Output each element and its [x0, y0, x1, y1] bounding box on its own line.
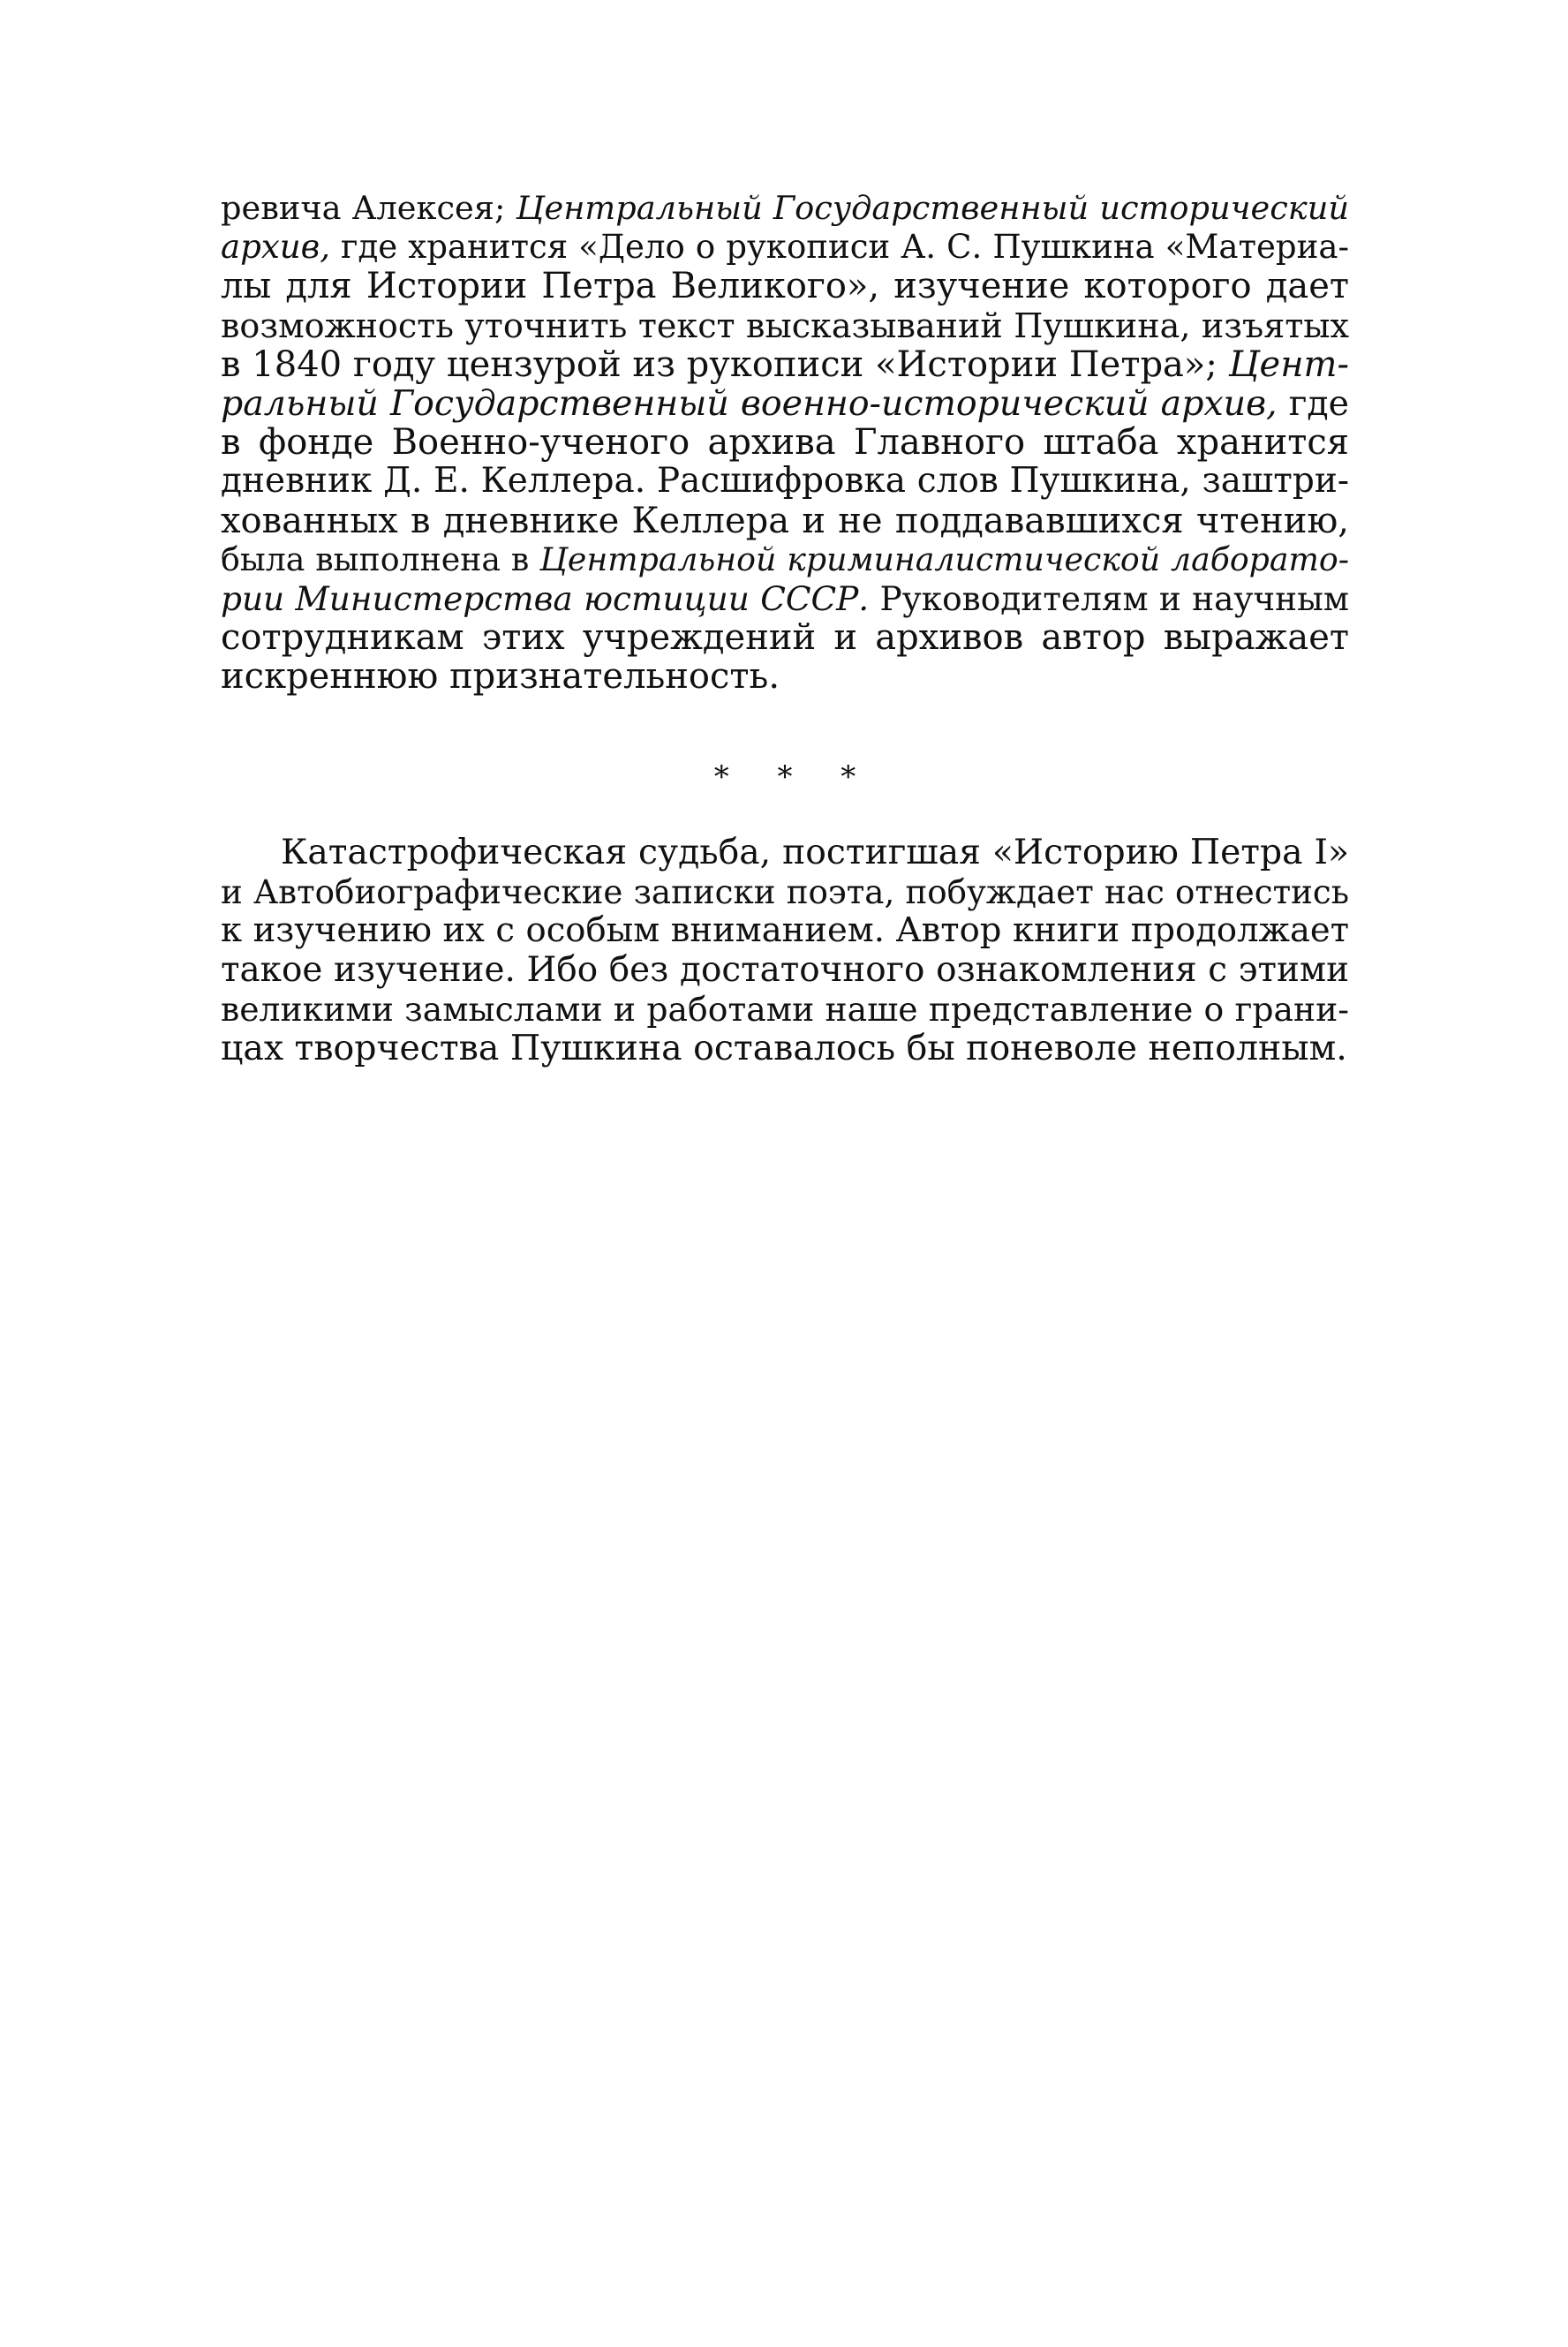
text-segment: искреннюю признательность. — [221, 656, 780, 698]
text-line — [221, 345, 1349, 384]
text-segment: хованных в дневнике Келлера и не поддававшихся чтению, — [221, 500, 1349, 541]
text-line — [221, 384, 1349, 423]
text-segment: возможность уточнить текст высказываний Пушкина, изъятых — [221, 306, 1349, 345]
italic-text: Центральной криминалистической лаборато- — [539, 540, 1349, 578]
text-line — [221, 423, 1349, 462]
text-segment: великими замыслами и работами наше представление о грани- — [221, 989, 1349, 1029]
text-line — [221, 1029, 1349, 1068]
text-line — [221, 502, 1349, 540]
text-line — [221, 657, 1349, 696]
section-separator: * * * — [713, 759, 876, 795]
italic-text: архив, — [221, 228, 330, 267]
text-segment: ревича Алексея; — [221, 189, 516, 227]
text-segment: дневник Д. Е. Келлера. Расшифровка слов Пушкина, заштри- — [221, 461, 1349, 502]
text-line — [221, 872, 1349, 911]
text-segment: где — [1277, 382, 1349, 424]
italic-text: ральный Государственный военно-исторический архив, — [221, 382, 1278, 424]
text-segment: такое изучение. Ибо без достаточного ознакомления с этими — [221, 949, 1349, 990]
text-line — [221, 990, 1349, 1029]
text-segment: сотрудникам этих учреждений и архивов автор выражает — [221, 617, 1349, 659]
text-segment: была выполнена в — [221, 540, 540, 578]
text-segment: Руководителям и научным — [869, 578, 1349, 618]
italic-text: Цент- — [1228, 343, 1349, 385]
text-line — [221, 540, 1349, 579]
text-line — [221, 228, 1349, 267]
text-line — [221, 579, 1349, 618]
text-segment: в 1840 году цензурой из рукописи «Истории Петра»; — [221, 343, 1229, 385]
paragraph-conclusion — [221, 834, 1349, 1068]
text-segment: Катастрофическая судьба, постигшая «Историю Петра I» — [281, 833, 1349, 872]
text-segment: цах творчества Пушкина оставалось бы поневоле неполным. — [221, 1027, 1347, 1068]
text-segment: в фонде Военно-ученого архива Главного штаба хранится — [221, 422, 1349, 464]
text-segment: и Автобиографические записки поэта, побуждает нас отнестись — [221, 872, 1349, 912]
text-line — [221, 189, 1349, 228]
text-line — [221, 618, 1349, 657]
text-line — [221, 834, 1349, 872]
text-segment: где хранится «Дело о рукописи А. С. Пушкина «Материа- — [330, 228, 1349, 267]
text-line — [221, 267, 1349, 306]
text-segment: лы для Истории Петра Великого», изучение которого дает — [221, 266, 1349, 307]
text-line — [221, 306, 1349, 345]
italic-text: рии Министерства юстиции СССР. — [221, 578, 870, 618]
text-line — [221, 462, 1349, 501]
text-line — [221, 911, 1349, 950]
paragraph-archives — [221, 189, 1349, 696]
italic-text: Центральный Государственный исторический — [516, 189, 1349, 227]
text-segment: к изучению их с особым вниманием. Автор книги продолжает — [221, 910, 1349, 951]
text-line — [221, 951, 1349, 990]
